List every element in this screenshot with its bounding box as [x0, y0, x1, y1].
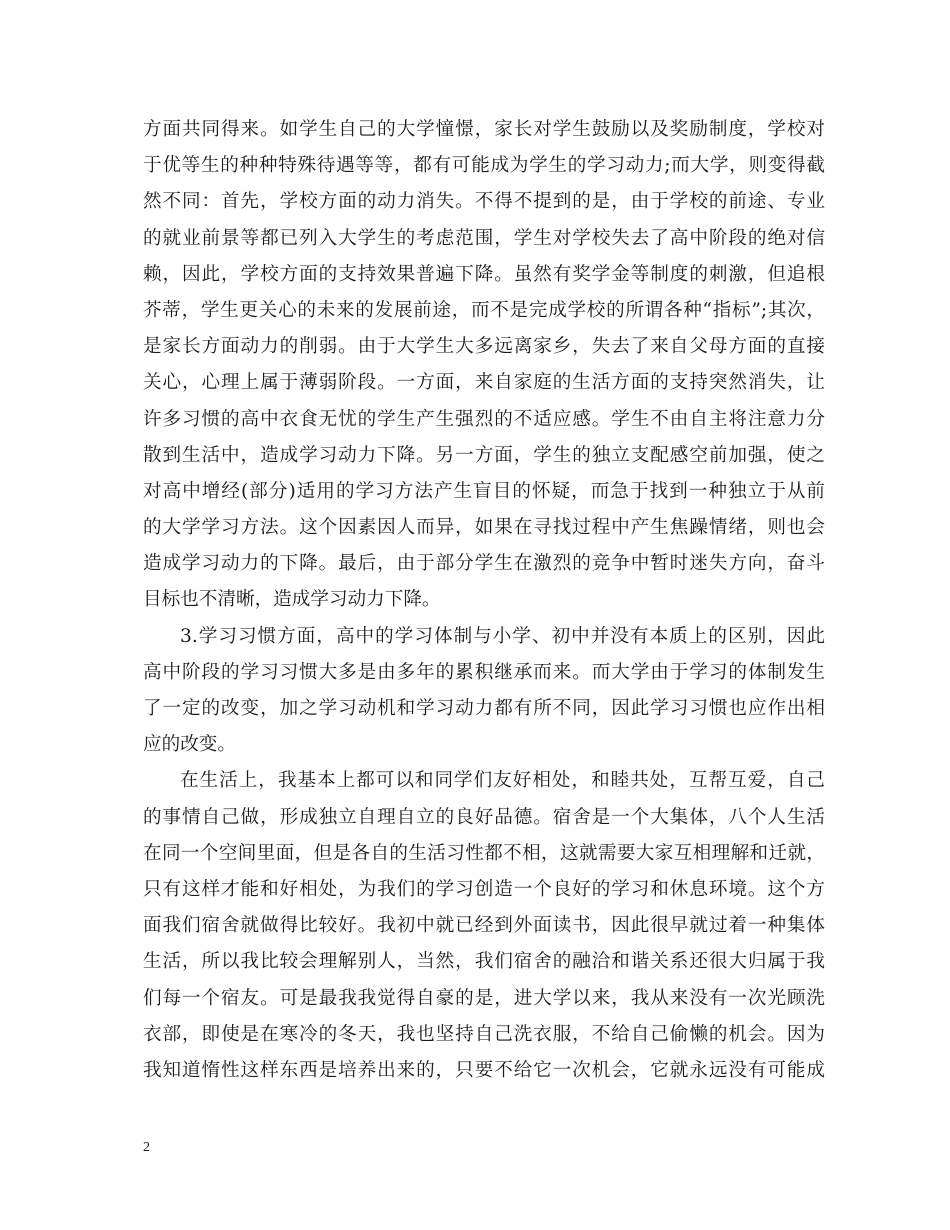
- text-line: 对高中增经(部分)适用的学习方法产生盲目的怀疑，而急于找到一种独立于从前: [143, 480, 825, 502]
- text-line: 方面共同得来。如学生自己的大学憧憬，家长对学生鼓励以及奖励制度，学校对: [143, 119, 825, 140]
- text-line: 目标也不清晰，造成学习动力下降。: [143, 589, 441, 611]
- paragraph-3: [143, 763, 825, 1089]
- text-line: 只有这样才能和好相处，为我们的学习创造一个良好的学习和休息环境。这个方: [143, 878, 825, 900]
- text-line: 是家长方面动力的削弱。由于大学生大多远离家乡，失去了来自父母方面的直接: [143, 336, 825, 358]
- text-line: 的事情自己做，形成独立自理自立的良好品德。宿舍是一个大集体，八个人生活: [143, 806, 825, 828]
- text-line: 了一定的改变，加之学习动机和学习动力都有所不同，因此学习习惯也应作出相: [143, 698, 825, 719]
- text-line: 应的改变。: [143, 734, 236, 756]
- text-line: 芥蒂，学生更关心的未来的发展前途，而不是完成学校的所谓各种“指标”;其次，: [143, 299, 825, 321]
- text-line: 我知道惰性这样东西是培养出来的，只要不给它一次机会，它就永远没有可能成: [143, 1059, 825, 1081]
- text-line: 生活，所以我比较会理解别人，当然，我们宿舍的融洽和谐关系还很大归属于我: [143, 951, 825, 973]
- paragraph-1: [143, 112, 825, 619]
- text-line: 面我们宿舍就做得比较好。我初中就已经到外面读书，因此很早就过着一种集体: [143, 915, 825, 937]
- text-line: 们每一个宿友。可是最我我觉得自豪的是，进大学以来，我从来没有一次光顾洗: [143, 987, 825, 1009]
- text-line: 的就业前景等都已列入大学生的考虑范围，学生对学校失去了高中阶段的绝对信: [143, 227, 825, 249]
- text-line: 在生活上，我基本上都可以和同学们友好相处，和睦共处，互帮互爱，自己: [180, 770, 825, 792]
- text-line: 造成学习动力的下降。最后，由于部分学生在激烈的竞争中暂时迷失方向，奋斗: [143, 553, 825, 575]
- text-line: 关心，心理上属于薄弱阶段。一方面，来自家庭的生活方面的支持突然消失，让: [143, 372, 825, 394]
- paragraph-2: [143, 619, 825, 764]
- text-line: 许多习惯的高中衣食无忧的学生产生强烈的不适应感。学生不由自主将注意力分: [143, 408, 825, 430]
- body-text: [143, 112, 825, 1089]
- text-line: 散到生活中，造成学习动力下降。另一方面，学生的独立支配感空前加强，使之: [143, 444, 825, 466]
- text-line: 赖，因此，学校方面的支持效果普遍下降。虽然有奖学金等制度的刺激，但追根: [143, 263, 825, 285]
- text-line: 于优等生的种种特殊待遇等等，都有可能成为学生的学习动力;而大学，则变得截: [143, 155, 825, 177]
- text-line: 然不同：首先，学校方面的动力消失。不得不提到的是，由于学校的前途、专业: [143, 191, 825, 213]
- text-line: 衣部，即使是在寒冷的冬天，我也坚持自己洗衣服，不给自己偷懒的机会。因为: [143, 1023, 825, 1045]
- text-line: 高中阶段的学习习惯大多是由多年的累积继承而来。而大学由于学习的体制发生: [143, 661, 825, 683]
- text-line: 在同一个空间里面，但是各自的生活习性都不相，这就需要大家互相理解和迁就，: [143, 842, 825, 864]
- text-line: 的大学学习方法。这个因素因人而异，如果在寻找过程中产生焦躁情绪，则也会: [143, 517, 825, 539]
- text-line: 3.学习习惯方面，高中的学习体制与小学、初中并没有本质上的区别，因此: [180, 625, 825, 647]
- page-number: 2: [143, 1140, 150, 1155]
